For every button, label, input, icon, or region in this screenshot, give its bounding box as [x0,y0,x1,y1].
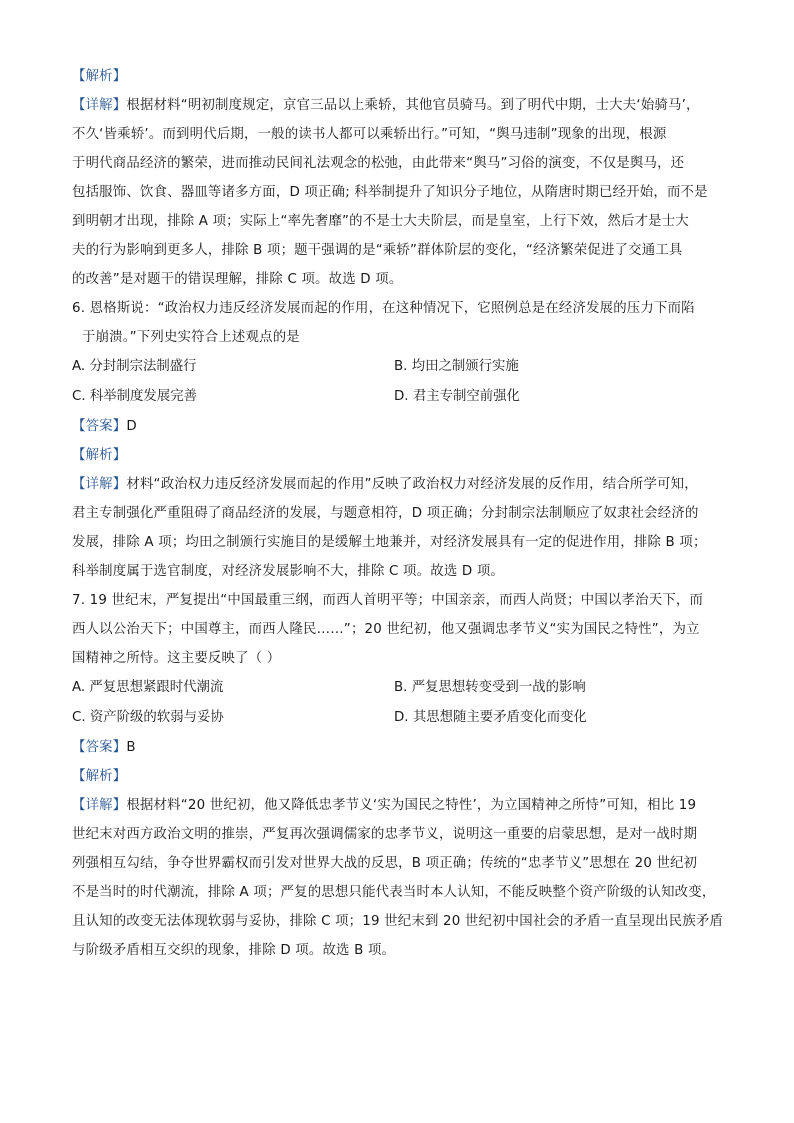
option-row [72,703,728,733]
option-d: D. 君主专制空前强化 [394,389,520,404]
detail-line [72,91,728,120]
detail-line: 与阶级矛盾相互交织的现象，排除 D 项。故选 B 项。 [72,943,396,958]
detail-label: 【详解】 [72,798,127,813]
question-stem: 7. 19 世纪末，严复提出“中国最重三纲，而西人首明平等；中国亲亲，而西人尚贤；中国以孝治天下，而 [72,593,704,608]
detail-line: 且认知的改变无法体现软弱与妥协，排除 C 项；19 世纪末到 20 世纪初中国社会的矛盾一直呈现出民族矛盾 [72,914,724,929]
analysis-label: 【解析】 [72,69,127,84]
detail-line: 发展，排除 A 项；均田之制颁行实施目的是缓解土地兼并，对经济发展具有一定的促进作用，排除 B 项； [72,535,707,550]
detail-line: 科举制度属于选官制度，对经济发展影响不大，排除 C 项。故选 D 项。 [72,564,505,579]
detail-line: 到明朝才出现，排除 A 项；实际上“率先奢靡”的不是士大夫阶层，而是皇室，上行下效，然后才是士大 [72,214,689,229]
detail-line: 的改善”是对题干的错误理解，排除 C 项。故选 D 项。 [72,272,403,287]
analysis-heading [72,441,728,470]
answer-label: 【答案】 [72,419,127,434]
detail-line: 列强相互勾结，争夺世界霸权而引发对世界大战的反思，B 项正确；传统的“忠孝节义”思想在 20 世纪初 [72,856,698,871]
answer-value: D [126,419,137,434]
analysis-heading [72,762,728,791]
answer-label: 【答案】 [72,740,127,755]
analysis-label: 【解析】 [72,448,127,463]
detail-line: 不久‘皆乘轿’。而到明代后期，一般的读书人都可以乘轿出行。”可知，“舆马违制”现象的出现，根源 [72,127,667,142]
option-c: C. 科举制度发展完善 [72,389,197,404]
detail-line: 于明代商品经济的繁荣，进而推动民间礼法观念的松弛，由此带来“舆马”习俗的演变，不仅是舆马，还 [72,156,685,171]
detail-line: 君主专制强化严重阻碍了商品经济的发展，与题意相符，D 项正确；分封制宗法制顺应了奴隶社会经济的 [72,506,699,521]
option-a: A. 分封制宗法制盛行 [72,359,197,374]
option-b: B. 严复思想转变受到一战的影响 [394,680,586,695]
question-stem: 国精神之所恃。这主要反映了（ ） [72,651,281,666]
detail-line [72,470,728,499]
detail-line: 包括服饰、饮食、器皿等诸多方面，D 项正确; 科举制提升了知识分子地位，从隋唐时期已经开始，而不是 [72,185,708,200]
detail-text: 根据材料“20 世纪初，他又降低忠孝节义‘实为国民之特性’，为立国精神之所恃”可知，相比 19 [126,798,697,813]
document-page [72,62,728,965]
option-row [72,382,728,412]
detail-text: 材料“政治权力违反经济发展而起的作用”反映了政治权力对经济发展的反作用，结合所学可知， [126,477,698,492]
detail-line: 夫的行为影响到更多人，排除 B 项；题干强调的是“乘轿”群体阶层的变化，“经济繁荣促进了交通工具 [72,243,683,258]
detail-line: 不是当时的时代潮流，排除 A 项；严复的思想只能代表当时本人认知，不能反映整个资产阶级的认知改变， [72,885,716,900]
option-b: B. 均田之制颁行实施 [394,359,519,374]
detail-label: 【详解】 [72,477,127,492]
question-stem: 6. 恩格斯说：“政治权力违反经济发展而起的作用，在这种情况下，它照例总是在经济发展的压力下而陷 [72,301,695,316]
option-a: A. 严复思想紧跟时代潮流 [72,680,224,695]
detail-label: 【详解】 [72,98,127,113]
question-stem: 于崩溃。”下列史实符合上述观点的是 [82,330,300,345]
analysis-heading [72,62,728,91]
detail-text: 根据材料“明初制度规定，京官三品以上乘轿，其他官员骑马。到了明代中期，士大夫‘始骑马’， [126,98,700,113]
analysis-label: 【解析】 [72,769,127,784]
option-row [72,673,728,703]
question-stem: 西人以公治天下；中国尊主，而西人隆民……”；20 世纪初，他又强调忠孝节义“实为国民之特性”，为立 [72,622,700,637]
detail-line [72,791,728,820]
option-d: D. 其思想随主要矛盾变化而变化 [394,710,587,725]
answer-line [72,412,728,441]
option-c: C. 资产阶级的软弱与妥协 [72,710,224,725]
answer-value: B [126,740,136,755]
answer-line [72,733,728,762]
detail-line: 世纪末对西方政治文明的推崇，严复再次强调儒家的忠孝节义，说明这一重要的启蒙思想，是对一战时期 [72,827,698,842]
option-row [72,352,728,382]
